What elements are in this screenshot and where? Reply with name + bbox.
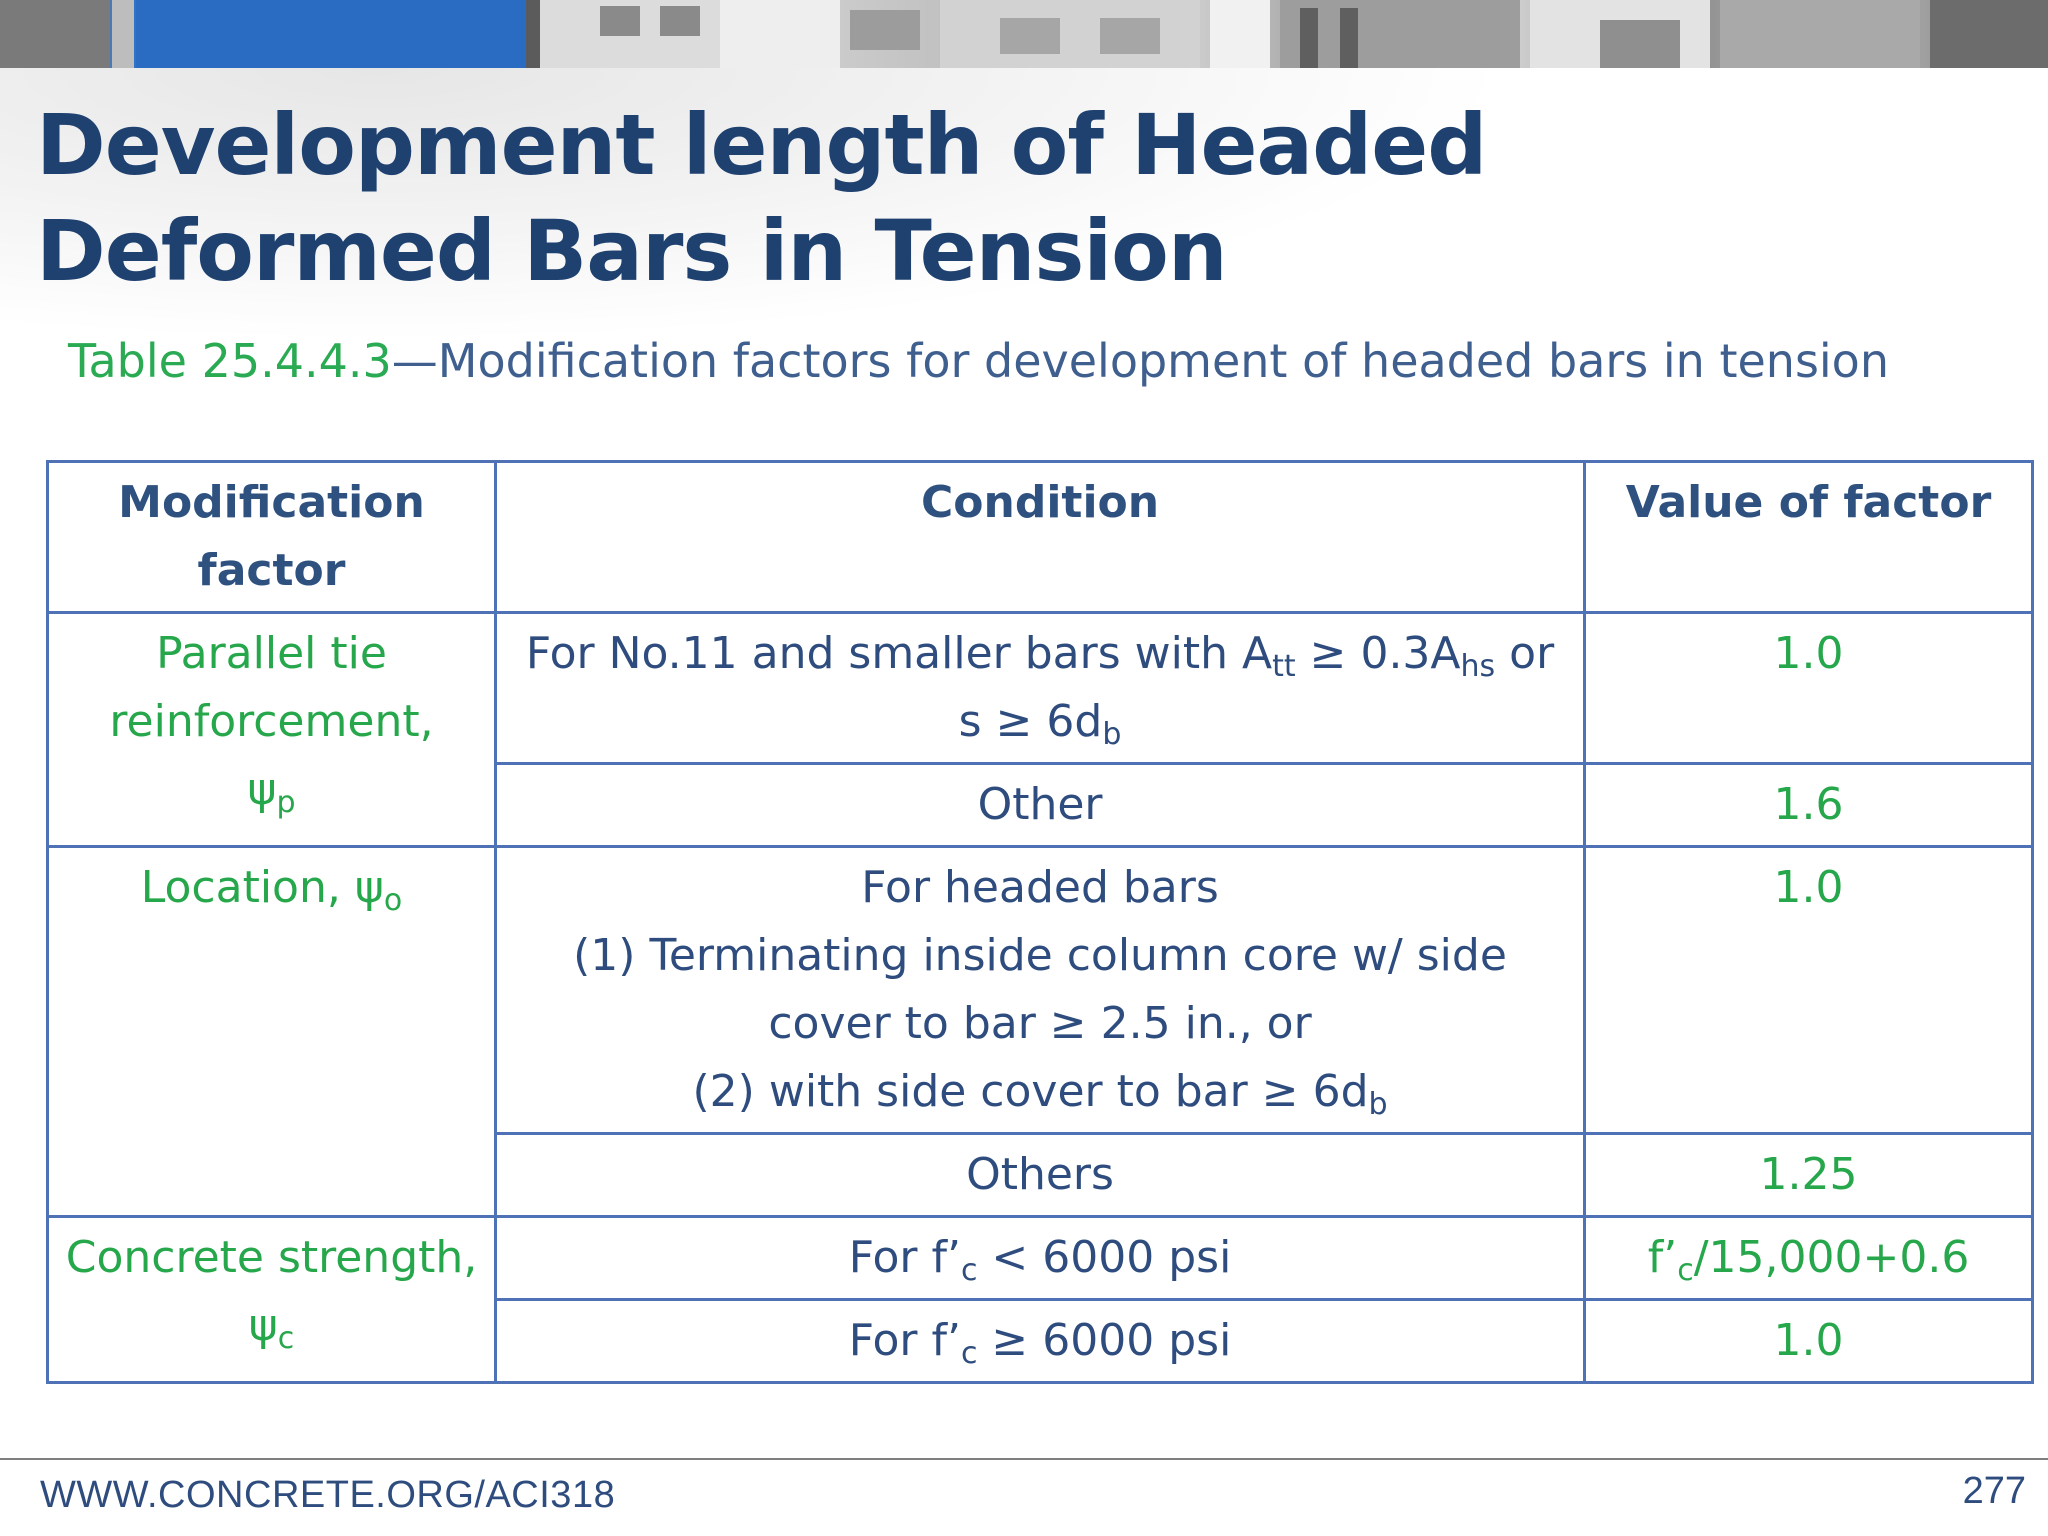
psi-symbol: ψ <box>247 764 277 815</box>
slide-title-line2: Deformed Bars in Tension <box>36 202 1227 300</box>
footer-url: WWW.CONCRETE.ORG/ACI318 <box>40 1474 616 1516</box>
factor-label: Concrete strength, ψ <box>65 1232 478 1351</box>
header-value-of-factor: Value of factor <box>1585 462 2033 613</box>
page-number: 277 <box>1962 1470 2026 1512</box>
factor-label: Parallel tie reinforcement, <box>109 628 434 747</box>
factor-value: 1.6 <box>1585 764 2033 847</box>
factor-location <box>48 847 496 1217</box>
table-row <box>48 613 2033 764</box>
table-caption <box>68 330 1968 392</box>
header-condition: Condition <box>495 462 1584 613</box>
table-row <box>48 1217 2033 1300</box>
factor-parallel-tie <box>48 613 496 847</box>
condition-cell: Others <box>495 1134 1584 1217</box>
modification-factors-table <box>46 460 2034 1384</box>
factor-value: $f’_c/15,000+0.6$ <box>1585 1217 2033 1300</box>
building-photo-strip <box>0 0 2048 68</box>
condition-item-2: (2) with side cover to bar ≥ $6d_b$ <box>692 1066 1388 1122</box>
slide-title-line1: Development length of Headed <box>36 96 1487 194</box>
factor-concrete-strength <box>48 1217 496 1383</box>
factor-value: 1.0 <box>1585 1300 2033 1383</box>
factor-subscript: p <box>276 785 296 820</box>
footer-divider <box>0 1458 2048 1460</box>
header-modification-factor: Modification factor <box>48 462 496 613</box>
factor-value: 1.0 <box>1585 613 2033 764</box>
factor-subscript: c <box>277 1321 295 1356</box>
factor-value: 1.0 <box>1585 847 2033 1134</box>
table-header-row <box>48 462 2033 613</box>
factor-subscript: o <box>383 883 403 918</box>
table-row <box>48 847 2033 1134</box>
factor-value: 1.25 <box>1585 1134 2033 1217</box>
condition-cell: For No.11 and smaller bars with $A_{tt} \ge 0.3A_{hs}$ or $s \ge 6d_b$ <box>495 613 1584 764</box>
table-caption-text: —Modification factors for development of headed bars in tension <box>391 334 1889 388</box>
condition-item-1: (1) Terminating inside column core w/ side cover to bar ≥ 2.5 in., or <box>573 930 1507 1049</box>
condition-cell: For $f’_c \ge 6000$ psi <box>495 1300 1584 1383</box>
condition-heading: For headed bars <box>861 862 1219 913</box>
slide-title <box>36 92 1486 304</box>
condition-cell: Other <box>495 764 1584 847</box>
header-banner-image <box>0 0 2048 68</box>
condition-cell <box>495 847 1584 1134</box>
condition-cell: For $f’_c < 6000$ psi <box>495 1217 1584 1300</box>
table-number: Table 25.4.4.3 <box>68 334 392 388</box>
factor-label: Location, ψ <box>140 862 384 913</box>
